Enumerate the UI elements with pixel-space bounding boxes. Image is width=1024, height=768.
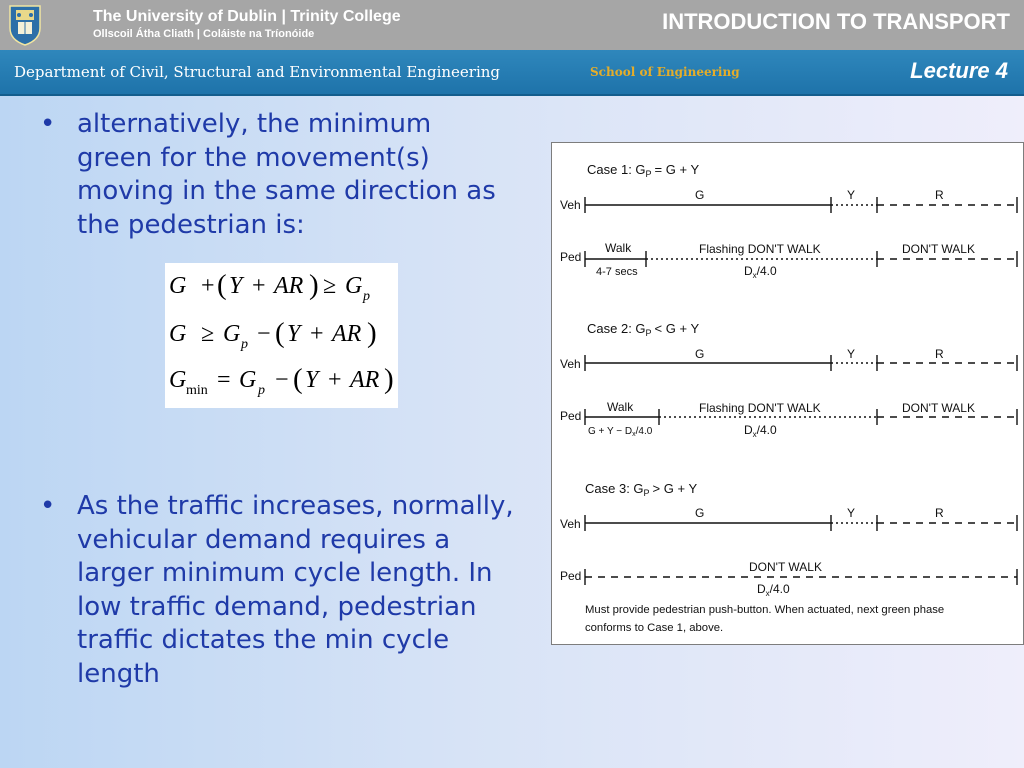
svg-text:+: + [310, 321, 324, 347]
minimum-green-equations [165, 263, 398, 408]
case-3-note-line-1: Must provide pedestrian push-button. When actuated, next green phase [585, 604, 945, 616]
svg-text:−: − [257, 321, 271, 347]
svg-text:G: G [169, 367, 187, 393]
bullet-minimum-green [40, 108, 510, 242]
pedestrian-timing-diagram [551, 142, 1024, 645]
svg-text:Veh: Veh [560, 517, 581, 531]
svg-text:R: R [935, 347, 944, 361]
course-title: INTRODUCTION TO TRANSPORT [662, 9, 1010, 34]
svg-text:DON'T WALK: DON'T WALK [749, 560, 822, 574]
svg-text:G: G [345, 273, 363, 299]
svg-text:Y: Y [229, 273, 243, 299]
svg-text:p: p [363, 289, 370, 304]
svg-text:Case 2: GP< G + Y: Case 2: $G_P < G + Y$ [587, 321, 700, 338]
veh-label: Veh [560, 198, 581, 212]
svg-text:Flashing DON'T WALK: Flashing DON'T WALK [699, 242, 821, 256]
bullet-traffic-increase [40, 490, 520, 691]
case-2 [560, 321, 1017, 439]
svg-text:DON'T WALK: DON'T WALK [902, 401, 975, 415]
ped-label: Ped [560, 250, 582, 264]
svg-text:G: G [169, 273, 187, 299]
svg-text:Dx/4.0: $D_x/4.0$ [744, 423, 777, 439]
svg-text:(: ( [217, 269, 227, 301]
bullet-dot: • [40, 109, 56, 139]
university-name: The University of Dublin | Trinity College [93, 8, 401, 25]
svg-text:p: p [258, 383, 265, 398]
svg-text:R: R [935, 506, 944, 520]
bullet-dot: • [40, 491, 56, 521]
svg-text:AR: AR [274, 273, 304, 299]
svg-text:Y: Y [305, 367, 319, 393]
svg-text:G: G [239, 367, 257, 393]
lecture-number: Lecture 4 [910, 58, 1008, 83]
svg-text:Veh: Veh [560, 357, 581, 371]
case-3 [560, 481, 1017, 634]
svg-text:(: ( [293, 363, 303, 395]
svg-text:≥: ≥ [201, 321, 215, 347]
svg-text:G + Y − Dx/4.0: $G + Y - D_x/4.0$ [588, 426, 653, 438]
trinity-crest-icon [8, 4, 42, 46]
svg-text:Y: Y [287, 321, 301, 347]
svg-text:(: ( [275, 317, 285, 349]
svg-text:G: G [695, 188, 705, 202]
school-name: School of Engineering [590, 65, 740, 79]
svg-text:Ped: Ped [560, 409, 582, 423]
svg-text:): ) [309, 269, 319, 301]
case-3-note-line-2: conforms to Case 1, above. [585, 622, 724, 634]
bullet-text: As the traffic increases, normally, vehicular demand requires a larger minimum cycle length. In low traffic demand, pedestrian traffic dictates the min cycle length [77, 491, 514, 689]
svg-text:≥: ≥ [323, 273, 337, 299]
svg-text:=: = [217, 367, 231, 393]
equation-3 [169, 363, 394, 398]
case-1 [560, 162, 1017, 280]
svg-text:Y: Y [847, 506, 856, 520]
equation-2 [169, 317, 377, 352]
svg-text:AR: AR [350, 367, 380, 393]
svg-text:Walk: Walk [607, 400, 634, 414]
svg-text:−: − [275, 367, 289, 393]
svg-text:G: G [223, 321, 241, 347]
svg-text:G: G [695, 347, 705, 361]
svg-text:+: + [252, 273, 266, 299]
svg-text:Walk: Walk [605, 241, 632, 255]
svg-text:p: p [241, 337, 248, 352]
svg-text:Case 1: GP= G + Y: Case 1: $G_P = G + Y$ [587, 162, 700, 179]
svg-text:Dx/4.0: $D_x/4.0$ [744, 264, 777, 280]
svg-text:Dx/4.0: $D_x/4.0$ [757, 582, 790, 598]
svg-text:+: + [328, 367, 342, 393]
svg-text:Y: Y [847, 188, 856, 202]
university-name-irish: Ollscoil Átha Cliath | Coláiste na Tríonóide [93, 28, 315, 40]
svg-text:): ) [367, 317, 377, 349]
department-name: Department of Civil, Structural and Environmental Engineering [14, 63, 501, 81]
svg-text:+: + [201, 273, 215, 299]
svg-text:AR: AR [332, 321, 362, 347]
svg-text:G: G [695, 506, 705, 520]
svg-text:Case 3: GP> G + Y: Case 3: $G_P > G + Y$ [585, 481, 698, 498]
svg-text:Ped: Ped [560, 569, 582, 583]
equation-1 [169, 269, 370, 304]
svg-text:Flashing DON'T WALK: Flashing DON'T WALK [699, 401, 821, 415]
bullet-text: alternatively, the minimum green for the movement(s) moving in the same direction as the pedestrian is: [77, 109, 496, 240]
svg-text:R: R [935, 188, 944, 202]
header-top-bar [0, 0, 1024, 50]
svg-text:): ) [384, 363, 394, 395]
svg-text:G: G [169, 321, 187, 347]
svg-text:Y: Y [847, 347, 856, 361]
header-department-bar [0, 50, 1024, 96]
svg-text:DON'T WALK: DON'T WALK [902, 242, 975, 256]
svg-text:min: min [186, 383, 208, 398]
svg-text:4-7 secs: 4-7 secs [596, 266, 638, 278]
